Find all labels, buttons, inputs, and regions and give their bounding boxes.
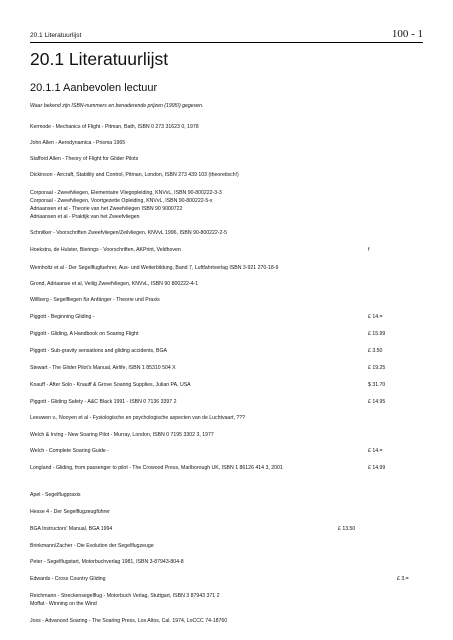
list-item: Piggott - Gliding, A Handbook on Soaring Flight <box>30 331 139 337</box>
price: £ 13.50 <box>338 526 356 532</box>
list-item: Stafford Allen - Theory of Flight for Glider Pilots <box>30 156 139 162</box>
list-item: Welch & Irving - New Soaring Pilot - Murray, London, ISBN 0 7195 3302 3, 1977 <box>30 432 214 438</box>
list-item: Piggott - Gliding Safety - A&C Black 1991 - ISBN 0 7136 3397 2 <box>30 399 177 405</box>
price: f <box>368 247 370 253</box>
list-item: Brinkmann/Zacher - Die Evolution der Segelflugzeuge <box>30 543 154 549</box>
list-item: Knauff - After Solo - Knauff & Grove Soaring Supplies, Julian PA, USA <box>30 382 191 388</box>
list-item: Welch - Complete Soaring Guide - <box>30 448 109 454</box>
list-item: Moffat - Winning on the Wind <box>30 601 97 607</box>
list-item: Adriaansen et al - Praktijk van het Zweefvliegen <box>30 214 140 220</box>
header-page-number: 100 - 1 <box>391 28 423 40</box>
list-item: Piggott - Beginning Gliding - <box>30 314 95 320</box>
list-item: Corporaal - Zweefvliegen, Voortgezette Opleiding, KNVvL, ISBN 90-800222-5-x <box>30 198 213 204</box>
list-item: Kermode - Mechanics of Flight - Pitman, Bath, ISBN 0 273 31623 0, 1978 <box>30 124 199 130</box>
list-item: Dickinson - Aircraft, Stability and Control, Pitman, London, ISBN 273 439 103 (theoretisch!) <box>30 172 239 178</box>
list-item: Peter - Segelflugstart, Motorbuchverlag 1981, ISBN 3-87943-804-8 <box>30 559 184 565</box>
intro-note: Waar bekend zijn ISBN-nummers en benaderende prijzen (1995!) gegeven. <box>30 103 204 109</box>
list-item: Stewart - The Glider Pilot's Manual, Airlife, ISBN 1 85310 504 X <box>30 365 176 371</box>
list-item: Hoekstra, de Hulster, Bierings - Voorschriften, AKPrint, Veldhoven <box>30 247 181 253</box>
list-item: Schnitker - Voorschriften Zweefvliegen/Zeilvliegen, KNVvL 1996, ISBN 90-800222-2-5 <box>30 230 228 236</box>
list-item: Piggott - Sub-gravity sensations and gliding accidents, BGA <box>30 348 167 354</box>
list-item: Edwards - Cross Country Gliding <box>30 576 106 582</box>
list-item: John Allen - Aerodynamica - Prisma 1965 <box>30 140 126 146</box>
list-item: Hesse 4 - Der Segelflugzeugführer <box>30 509 110 515</box>
price: £ 14.= <box>368 448 383 454</box>
price: £ 19.25 <box>368 365 386 371</box>
list-item: Corporaal - Zweefvliegen, Elementaire Vliegopleiding, KNVvL, ISBN 90-800222-3-3 <box>30 190 222 196</box>
header-section: 20.1 Literatuurlijst <box>30 32 82 39</box>
page-title: 20.1 Literatuurlijst <box>30 49 169 69</box>
price: £ 14.99 <box>368 465 386 471</box>
list-item: Joss - Advanced Soaring - The Soaring Press, Los Altos, Cal. 1974, LoCCC 74-18760 <box>30 618 228 624</box>
list-item: BGA Instructors' Manual, BGA 1994 <box>30 526 113 532</box>
list-item: Apel - Segelflugpraxis <box>30 492 81 498</box>
price: £ 14.= <box>368 314 383 320</box>
list-item: Longland - Gliding, from passenger to pilot - The Crowood Press, Marlborough UK, ISBN 1 86126 414 3, 2001 <box>30 465 283 471</box>
list-item: Adriaansen et al - Theorie van het Zweefvliegen ISBN 90 9000722 <box>30 206 183 212</box>
page-header <box>30 24 423 43</box>
list-item: Grond, Adriaanse et al, Veilig Zweefvliegen, KNVvL, ISBN 90 800222-4-1 <box>30 281 199 287</box>
list-item: Reichmann - Streckensegelflug - Motorbuch Verlag, Stuttgart, ISBN 3 87943 371 2 <box>30 593 220 599</box>
list-item: Weinholtz et al - Der Segelflugfuehrer, Aus- und Weiterbildung, Band 7, Luftfahrtverlag ISBN 3-921 270-18-9 <box>30 265 279 271</box>
price: £ 3.50 <box>368 348 383 354</box>
price: £ 15.99 <box>368 331 386 337</box>
list-item: Willberg - Segelfliegen für Anfänger - Theorie und Praxis <box>30 297 160 303</box>
price: £ 3.= <box>397 576 409 582</box>
price: $ 31.70 <box>368 382 386 388</box>
list-item: Leeuwen v., Nooyen et al - Fysiologische en psychologische aspecten van de Luchtvaart, ??? <box>30 415 246 421</box>
section-subtitle: 20.1.1 Aanbevolen lectuur <box>30 82 158 94</box>
price: £ 14.95 <box>368 399 386 405</box>
